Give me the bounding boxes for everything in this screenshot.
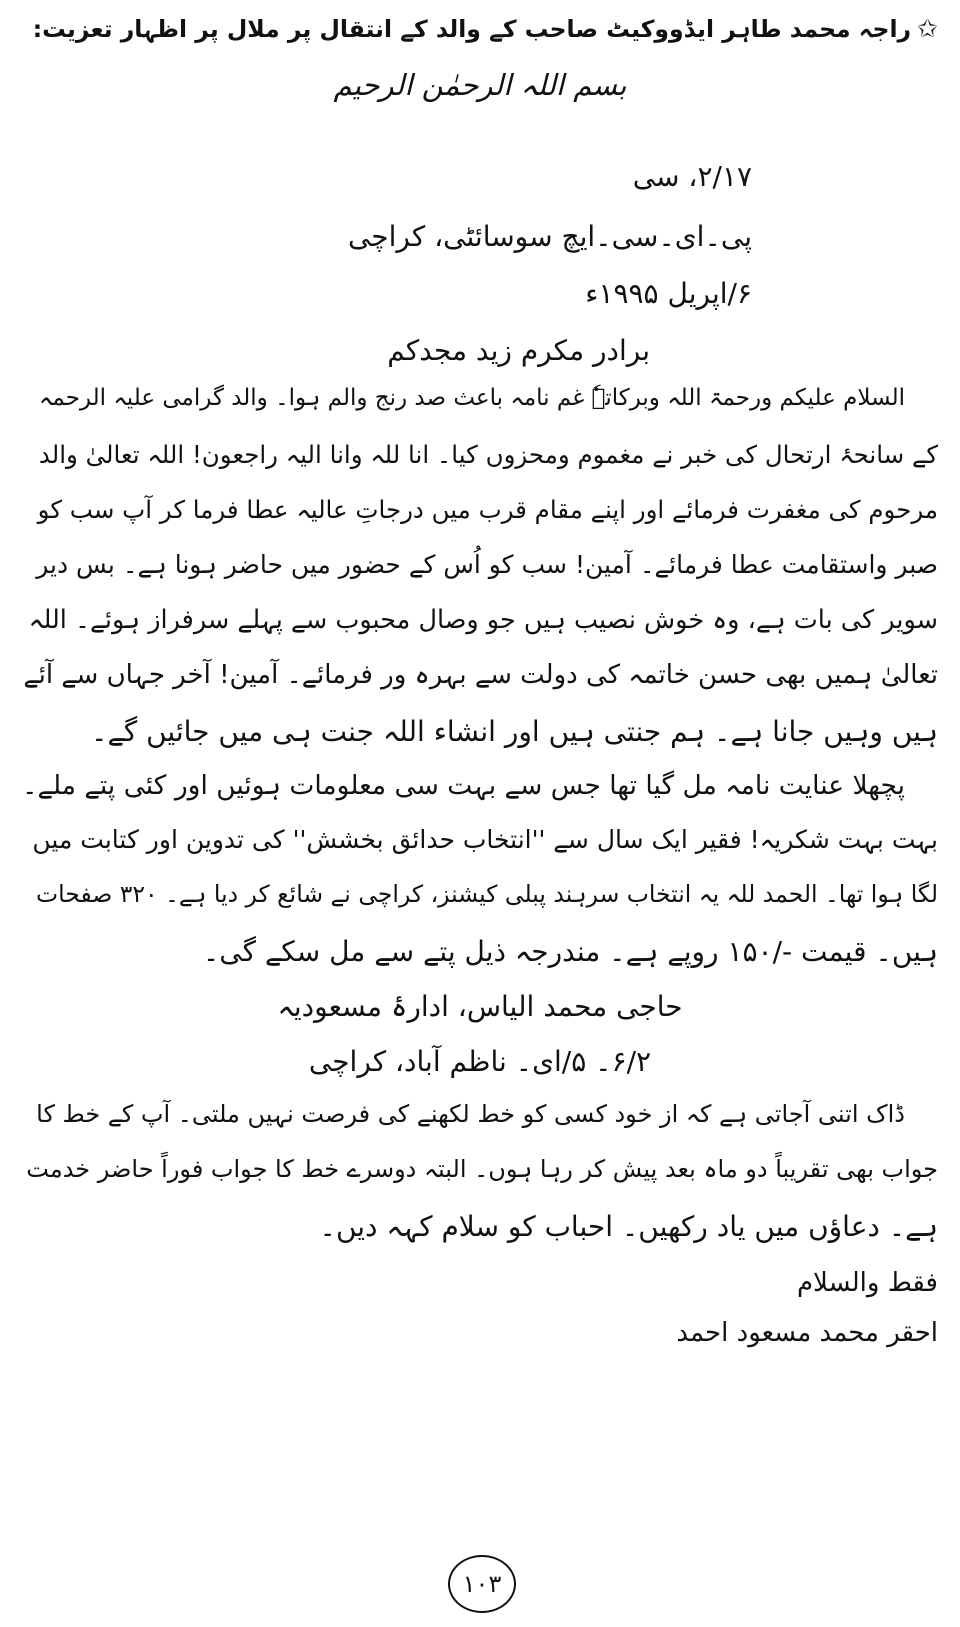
closing-line: فقط والسلام (796, 1268, 938, 1298)
publisher-name: حاجی محمد الیاس، ادارۂ مسعودیہ (277, 990, 683, 1023)
paragraph1-line: سویر کی بات ہے، وہ خوش نصیب ہیں جو وصال محبوب سے پہلے سرفراز ہوئے۔ اللہ (28, 605, 938, 635)
address-line-1: ۲/۱۷، سی (632, 160, 752, 193)
paragraph1-line: صبر واستقامت عطا فرمائے۔ آمین! سب کو اُس کے حضور میں حاضر ہونا ہے۔ بس دیر (36, 550, 938, 579)
paragraph3-line: جواب بھی تقریباً دو ماہ بعد پیش کر رہا ہوں۔ البتہ دوسرے خط کا جواب فوراً حاضر خدمت (26, 1155, 938, 1183)
paragraph1-line: تعالیٰ ہمیں بھی حسن خاتمہ کی دولت سے بہرہ ور فرمائے۔ آمین! آخر جہاں سے آئے (23, 660, 938, 690)
paragraph2-line: بہت بہت شکریہ! فقیر ایک سال سے ''انتخاب حدائق بخشش'' کی تدوین اور کتابت میں (32, 825, 938, 854)
paragraph1-line: کے سانحۂ ارتحال کی خبر نے مغموم ومحزوں کیا۔ انا للہ وانا الیہ راجعون! اللہ تعالیٰ والد (38, 440, 938, 469)
heading-text: راجہ محمد طاہر ایڈووکیٹ صاحب کے والد کے انتقال پر ملال پر اظہار تعزیت: (32, 15, 912, 43)
paragraph2-line: لگا ہوا تھا۔ الحمد للہ یہ انتخاب سرہند پبلی کیشنز، کراچی نے شائع کر دیا ہے۔ ۳۲۰ صفحات (36, 880, 938, 908)
paragraph3-line: ڈاک اتنی آجاتی ہے کہ از خود کسی کو خط لکھنے کی فرصت نہیں ملتی۔ آپ کے خط کا (36, 1100, 905, 1128)
publisher-address: ۶/۲۔ ۵/ای۔ ناظم آباد، کراچی (308, 1045, 652, 1078)
star-icon: ✩ (917, 14, 938, 43)
address-line-2: پی۔ای۔سی۔ایچ سوسائٹی، کراچی (347, 220, 752, 253)
page-number: ۱۰۳ (448, 1555, 516, 1613)
paragraph2-line: پچھلا عنایت نامہ مل گیا تھا جس سے بہت سی معلومات ہوئیں اور کئی پتے ملے۔ (21, 770, 905, 801)
signature: احقر محمد مسعود احمد (676, 1318, 938, 1348)
paragraph3-line: ہے۔ دعاؤں میں یاد رکھیں۔ احباب کو سلام کہہ دیں۔ (319, 1210, 938, 1243)
paragraph2-line: ہیں۔ قیمت -/۱۵۰ روپے ہے۔ مندرجہ ذیل پتے سے مل سکے گی۔ (202, 935, 938, 968)
paragraph1-line: السلام علیکم ورحمۃ اللہ وبرکاتہٗ غم نامہ باعث صد رنج والم ہوا۔ والد گرامی علیہ الرحمہ (38, 385, 905, 411)
letter-heading (33, 14, 938, 44)
paragraph1-line: مرحوم کی مغفرت فرمائے اور اپنے مقام قرب میں درجاتِ عالیہ عطا فرما کر آپ سب کو (37, 495, 938, 524)
paragraph1-line: ہیں وہیں جانا ہے۔ ہم جنتی ہیں اور انشاء اللہ جنت ہی میں جائیں گے۔ (91, 715, 938, 748)
bismillah: بسم اللہ الرحمٰن الرحیم (333, 68, 627, 102)
letter-date: ۶/اپریل ۱۹۹۵ء (585, 277, 752, 310)
salutation: برادر مکرم زید مجدکم (387, 334, 650, 367)
